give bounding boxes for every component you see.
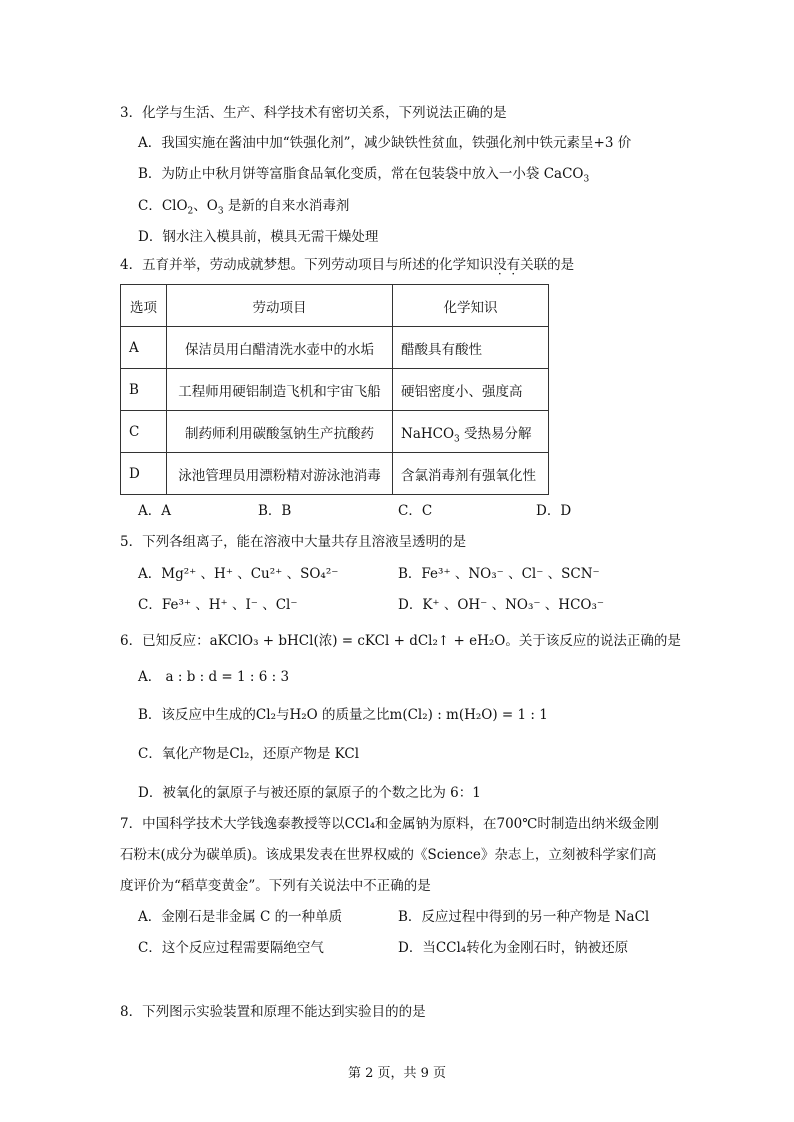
q7-option-a: A．金刚石是非金属 C 的一种单质 <box>138 909 343 925</box>
table-header-row <box>121 285 549 327</box>
q3-option-c: C．ClO$_2$、$O_3$ 是新的自来水消毒剂 <box>138 198 350 217</box>
q6-option-a: A． a : b : d = 1 : 6 : 3 <box>138 669 290 685</box>
q4-choice-c: C．C <box>398 503 433 519</box>
row-option: A <box>121 327 167 369</box>
row-option: C <box>121 411 167 453</box>
row-option: B <box>121 369 167 411</box>
q3-option-a: A．我国实施在酱油中加“铁强化剂”，减少缺铁性贫血，铁强化剂中铁元素呈+3 价 <box>138 135 632 151</box>
q5-option-b: B．Fe³⁺ 、NO₃⁻ 、Cl⁻ 、SCN⁻ <box>398 566 600 582</box>
q7-option-d: D．当CCl₄转化为金刚石时，钠被还原 <box>398 940 629 956</box>
q7-option-b: B．反应过程中得到的另一种产物是 NaCl <box>398 909 650 925</box>
q8-stem: 8．下列图示实验装置和原理不能达到实验目的的是 <box>120 1004 426 1020</box>
header-chem-knowledge: 化学知识 <box>393 285 549 327</box>
q6-equation: aKClO₃ + bHCl(浓) = cKCl + dCl₂↑ + eH₂O <box>209 633 506 649</box>
row-chem-knowledge: NaHCO$_3$ 受热易分解 <box>393 411 549 453</box>
q3-stem: 3．化学与生活、生产、科学技术有密切关系，下列说法正确的是 <box>120 105 507 121</box>
page-footer: 第 2 页，共 9 页 <box>347 1066 447 1081</box>
table-row <box>121 369 549 411</box>
row-labor-item: 工程师用硬铝制造飞机和宇宙飞船 <box>167 369 393 411</box>
q5-stem: 5．下列各组离子，能在溶液中大量共存且溶液呈透明的是 <box>120 534 467 550</box>
q6-option-d: D．被氧化的氯原子与被还原的氯原子的个数之比为 6：1 <box>138 785 481 801</box>
q3-option-b: B．为防止中秋月饼等富脂食品氧化变质，常在包装袋中放入一小袋 CaCO$_3$ <box>138 166 590 185</box>
row-labor-item: 保洁员用白醋清洗水壶中的水垢 <box>167 327 393 369</box>
table-row <box>121 327 549 369</box>
row-chem-knowledge: 硬铝密度小、强度高 <box>393 369 549 411</box>
q6-stem: 6．已知反应：aKClO₃ + bHCl(浓) = cKCl + dCl₂↑ + eH₂O。关于该反应的说法正确的是 <box>120 633 681 649</box>
q4-table <box>120 284 549 495</box>
row-labor-item: 制药师利用碳酸氢钠生产抗酸药 <box>167 411 393 453</box>
row-chem-knowledge: 醋酸具有酸性 <box>393 327 549 369</box>
q5-option-c: C．Fe³⁺ 、H⁺ 、I⁻ 、Cl⁻ <box>138 597 298 613</box>
table-row <box>121 453 549 495</box>
row-chem-knowledge: 含氯消毒剂有强氧化性 <box>393 453 549 495</box>
q5-option-a: A．Mg²⁺ 、H⁺ 、Cu²⁺ 、SO₄²⁻ <box>138 566 339 582</box>
q7-stem-line1: 7．中国科学技术大学钱逸泰教授等以CCl₄和金属钠为原料，在700℃时制造出纳米级金刚 <box>120 816 659 832</box>
q4-choice-d: D．D <box>536 503 572 519</box>
q6-option-b: B．该反应中生成的Cl₂与H₂O 的质量之比m(Cl₂) : m(H₂O) = 1 : 1 <box>138 707 548 723</box>
q4-stem: 4．五育并举，劳动成就梦想。下列劳动项目与所述的化学知识没有关联的是 <box>120 257 575 273</box>
q7-stem-line3: 度评价为“稻草变黄金”。下列有关说法中不正确的是 <box>120 878 431 894</box>
row-option: D <box>121 453 167 495</box>
q3-option-d: D．钢水注入模具前，模具无需干燥处理 <box>138 229 379 245</box>
q7-stem-line2: 石粉末(成分为碳单质)。该成果发表在世界权威的《Science》杂志上，立刻被科学家们高 <box>120 847 657 863</box>
q6-option-c: C．氧化产物是Cl₂，还原产物是 KCl <box>138 746 360 762</box>
q5-option-d: D．K⁺ 、OH⁻ 、NO₃⁻ 、HCO₃⁻ <box>398 597 605 613</box>
header-labor-item: 劳动项目 <box>167 285 393 327</box>
row-labor-item: 泳池管理员用漂粉精对游泳池消毒 <box>167 453 393 495</box>
q4-choice-b: B．B <box>258 503 292 519</box>
header-option: 选项 <box>121 285 167 327</box>
q4-choice-a: A．A <box>138 503 171 519</box>
q7-option-c: C．这个反应过程需要隔绝空气 <box>138 940 324 956</box>
table-row <box>121 411 549 453</box>
